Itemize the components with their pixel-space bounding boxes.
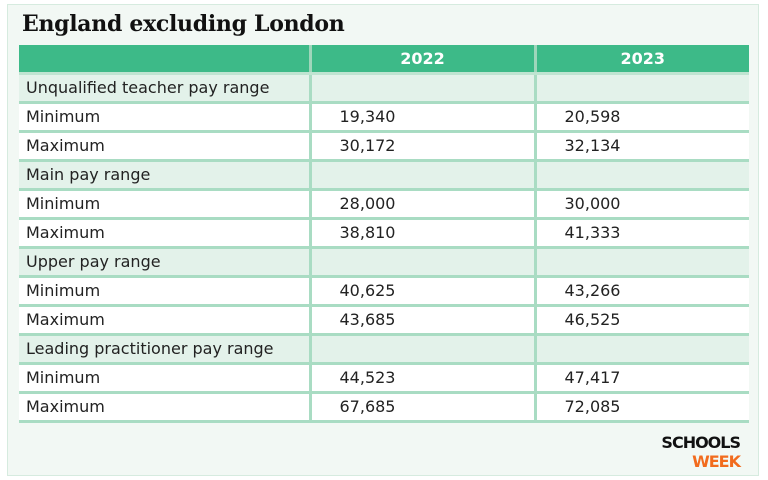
section-row (19, 161, 749, 190)
table-row (19, 364, 749, 393)
cell-2023: 20,598 (535, 103, 749, 132)
pay-table (19, 45, 749, 423)
logo-line1: SCHOOLS (661, 433, 740, 452)
row-label: Unqualified teacher pay range (19, 74, 310, 103)
row-label: Minimum (19, 190, 310, 219)
cell-2023: 72,085 (535, 393, 749, 422)
cell-2023 (535, 335, 749, 364)
cell-2022 (310, 335, 535, 364)
cell-2023: 46,525 (535, 306, 749, 335)
table-row (19, 277, 749, 306)
row-label: Main pay range (19, 161, 310, 190)
infographic-panel (7, 4, 759, 476)
section-row (19, 335, 749, 364)
table-row (19, 190, 749, 219)
header-row (19, 45, 749, 74)
row-label: Minimum (19, 103, 310, 132)
header-label (19, 45, 310, 74)
cell-2022: 28,000 (310, 190, 535, 219)
row-label: Maximum (19, 219, 310, 248)
row-label: Maximum (19, 306, 310, 335)
cell-2023: 43,266 (535, 277, 749, 306)
cell-2023 (535, 248, 749, 277)
table-row (19, 219, 749, 248)
page-title: England excluding London (22, 11, 345, 37)
cell-2022: 43,685 (310, 306, 535, 335)
row-label: Leading practitioner pay range (19, 335, 310, 364)
section-row (19, 248, 749, 277)
row-label: Minimum (19, 277, 310, 306)
row-label: Maximum (19, 393, 310, 422)
cell-2022: 30,172 (310, 132, 535, 161)
row-label: Minimum (19, 364, 310, 393)
table-row (19, 393, 749, 422)
section-row (19, 74, 749, 103)
row-label: Upper pay range (19, 248, 310, 277)
cell-2022: 44,523 (310, 364, 535, 393)
cell-2022: 38,810 (310, 219, 535, 248)
cell-2023 (535, 74, 749, 103)
cell-2022: 19,340 (310, 103, 535, 132)
row-label: Maximum (19, 132, 310, 161)
table-row (19, 306, 749, 335)
cell-2023: 30,000 (535, 190, 749, 219)
cell-2022 (310, 74, 535, 103)
header-2023: 2023 (535, 45, 749, 74)
schools-week-logo (661, 433, 740, 471)
header-2022: 2022 (310, 45, 535, 74)
cell-2022 (310, 161, 535, 190)
cell-2022: 67,685 (310, 393, 535, 422)
logo-line2: WEEK (692, 452, 740, 471)
table-row (19, 103, 749, 132)
table-row (19, 132, 749, 161)
cell-2023: 32,134 (535, 132, 749, 161)
cell-2023: 47,417 (535, 364, 749, 393)
cell-2023 (535, 161, 749, 190)
cell-2022: 40,625 (310, 277, 535, 306)
cell-2022 (310, 248, 535, 277)
cell-2023: 41,333 (535, 219, 749, 248)
